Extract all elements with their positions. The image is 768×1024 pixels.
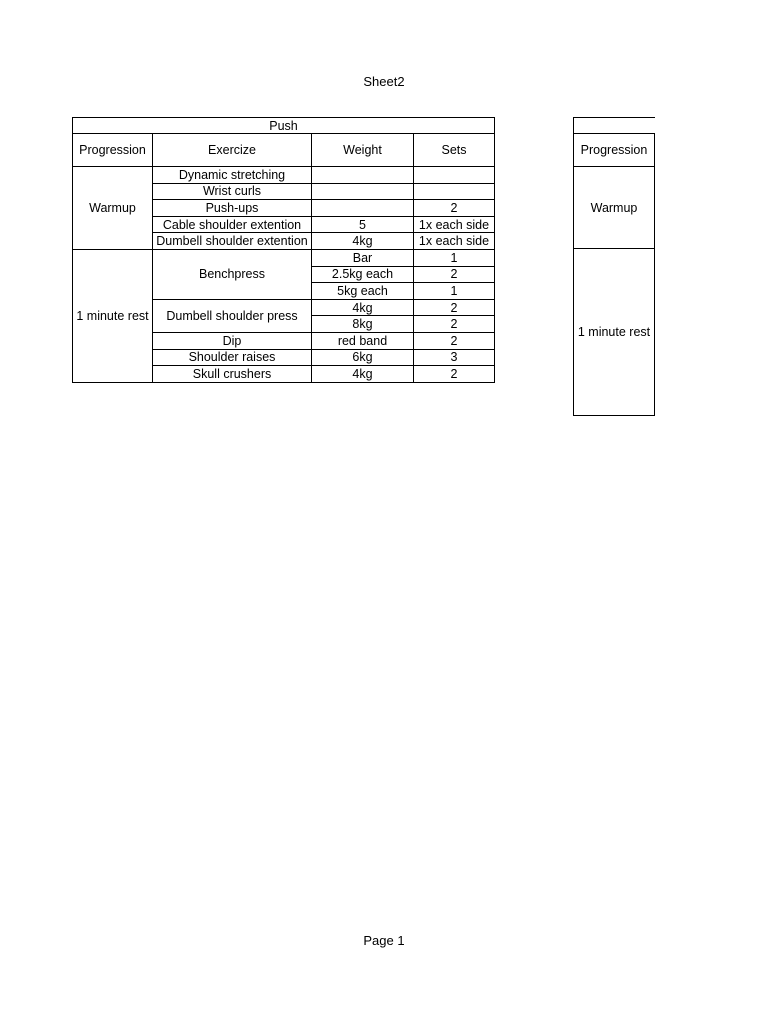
exercise-cell: Push-ups	[153, 200, 312, 217]
weight-cell: red band	[312, 332, 414, 349]
table-title-row	[574, 118, 655, 134]
progression-warmup: Warmup	[574, 167, 655, 249]
sets-cell: 2	[414, 266, 495, 283]
page-header-sheet-name: Sheet2	[363, 74, 405, 89]
table-row	[73, 167, 495, 184]
sets-cell: 2	[414, 316, 495, 333]
progression-rest: 1 minute rest	[73, 249, 153, 382]
weight-cell	[312, 200, 414, 217]
exercise-cell: Wrist curls	[153, 183, 312, 200]
sets-cell: 3	[414, 349, 495, 366]
push-workout-table	[72, 117, 495, 383]
progression-warmup: Warmup	[73, 167, 153, 250]
weight-cell: Bar	[312, 249, 414, 266]
sets-cell: 2	[414, 200, 495, 217]
exercise-cell: Dip	[153, 332, 312, 349]
weight-cell: 8kg	[312, 316, 414, 333]
table-header-row	[73, 134, 495, 167]
exercise-cell: Dumbell shoulder extention	[153, 233, 312, 250]
column-header-weight: Weight	[312, 134, 414, 167]
table-header-row	[574, 134, 655, 167]
progression-rest: 1 minute rest	[574, 249, 655, 416]
weight-cell: 2.5kg each	[312, 266, 414, 283]
table-row	[574, 167, 655, 249]
column-header-exercise: Exercize	[153, 134, 312, 167]
exercise-cell: Dumbell shoulder press	[153, 299, 312, 332]
weight-cell: 5	[312, 216, 414, 233]
exercise-cell: Cable shoulder extention	[153, 216, 312, 233]
sets-cell: 2	[414, 299, 495, 316]
sets-cell: 2	[414, 332, 495, 349]
exercise-cell: Benchpress	[153, 249, 312, 299]
second-workout-table-partial	[573, 117, 655, 416]
sets-cell: 1x each side	[414, 216, 495, 233]
exercise-cell: Shoulder raises	[153, 349, 312, 366]
weight-cell: 4kg	[312, 233, 414, 250]
weight-cell: 6kg	[312, 349, 414, 366]
sets-cell	[414, 167, 495, 184]
weight-cell: 4kg	[312, 299, 414, 316]
sets-cell: 1x each side	[414, 233, 495, 250]
exercise-cell: Skull crushers	[153, 366, 312, 383]
sets-cell: 1	[414, 249, 495, 266]
column-header-progression: Progression	[574, 134, 655, 167]
table-title: Push	[73, 118, 495, 134]
table-row	[574, 249, 655, 416]
sets-cell: 2	[414, 366, 495, 383]
weight-cell	[312, 167, 414, 184]
weight-cell	[312, 183, 414, 200]
table-title	[574, 118, 655, 134]
sets-cell: 1	[414, 283, 495, 300]
exercise-cell: Dynamic stretching	[153, 167, 312, 184]
column-header-progression: Progression	[73, 134, 153, 167]
page-footer-page-number: Page 1	[363, 933, 405, 948]
column-header-sets: Sets	[414, 134, 495, 167]
weight-cell: 5kg each	[312, 283, 414, 300]
weight-cell: 4kg	[312, 366, 414, 383]
table-title-row	[73, 118, 495, 134]
sets-cell	[414, 183, 495, 200]
table-row	[73, 249, 495, 266]
